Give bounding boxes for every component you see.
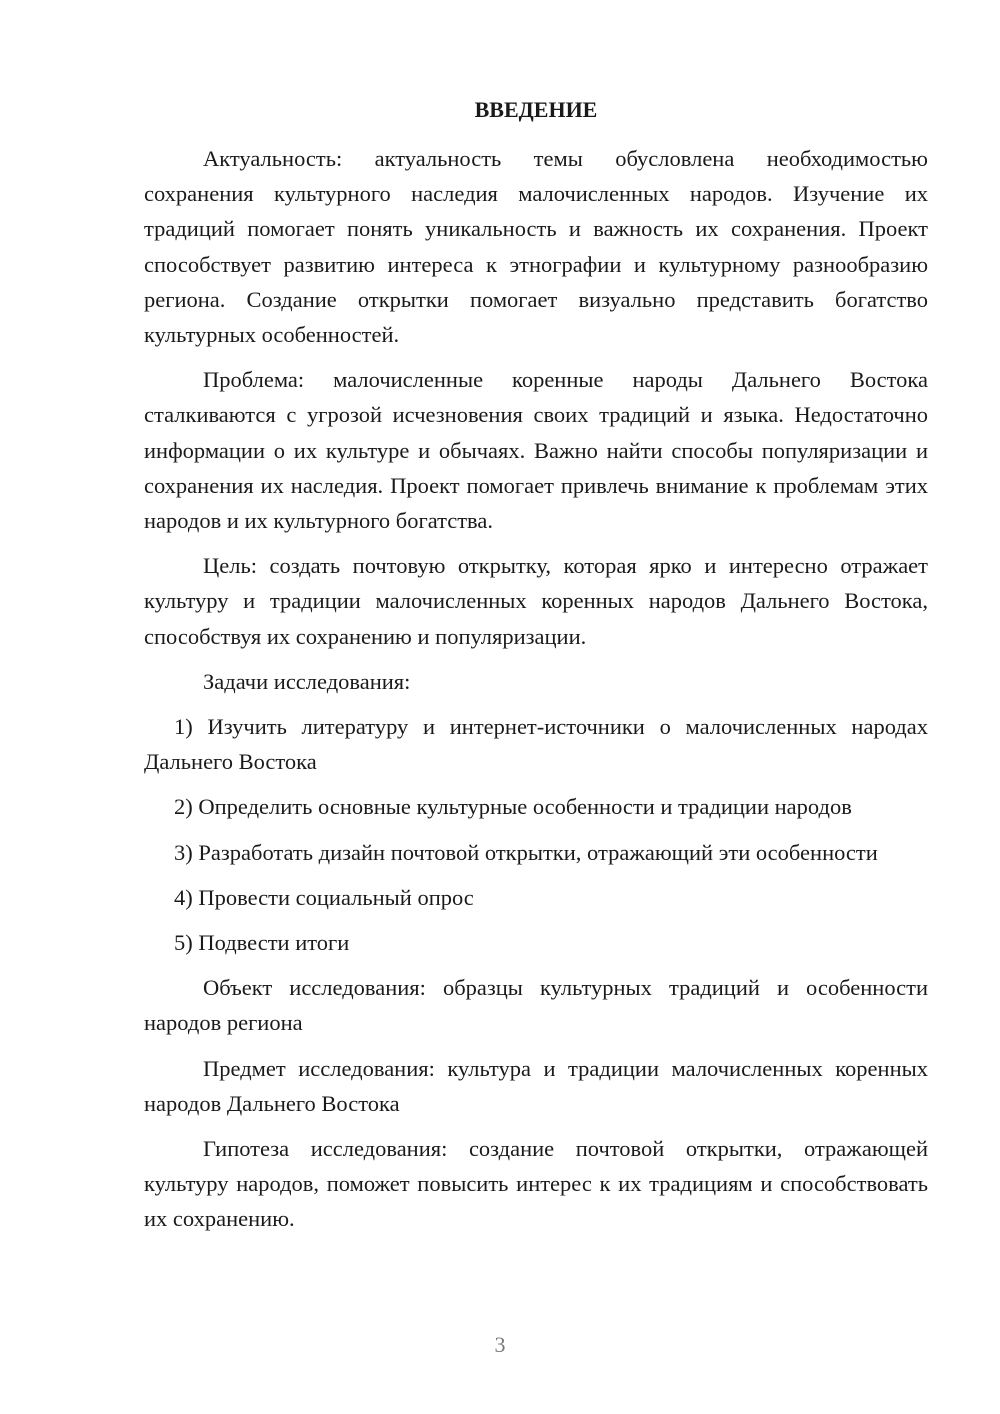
- goal-paragraph: Цель: создать почтовую открытку, которая ярко и интересно отражает культуру и традиции малочисленных коренных народов Дальнего Востока, способствуя их сохранению и популяризации.: [144, 553, 928, 649]
- tasks-heading: Задачи исследования:: [203, 668, 411, 694]
- task-item: 3) Разработать дизайн почтовой открытки, отражающий эти особенности: [174, 839, 878, 865]
- task-item: 5) Подвести итоги: [174, 930, 350, 956]
- object-paragraph: Объект исследования: образцы культурных традиций и особенности народов региона: [144, 975, 928, 1036]
- hypothesis-paragraph: Гипотеза исследования: создание почтовой открытки, отражающей культуру народов, поможет повысить интерес к их традициям и способствовать их сохранению.: [144, 1136, 928, 1232]
- task-item: 1) Изучить литературу и интернет-источники о малочисленных народах Дальнего Востока: [144, 714, 928, 775]
- problem-paragraph: Проблема: малочисленные коренные народы Дальнего Востока сталкиваются с угрозой исчезновения своих традиций и языка. Недостаточно информации о их культуре и обычаях. Важно найти способы популяризации и сохранения их наследия. Проект помогает привлечь внимание к проблемам этих народов и их культурного богатства.: [144, 367, 928, 534]
- section-title: ВВЕДЕНИЕ: [474, 97, 598, 122]
- page-number: 3: [494, 1332, 506, 1357]
- task-item: 4) Провести социальный опрос: [174, 884, 474, 910]
- document-page: [144, 92, 928, 1247]
- task-item: 2) Определить основные культурные особенности и традиции народов: [174, 794, 852, 820]
- relevance-paragraph: Актуальность: актуальность темы обусловлена необходимостью сохранения культурного наследия малочисленных народов. Изучение их традиций помогает понять уникальность и важность их сохранения. Проект способствует развитию интереса к этнографии и культурному разнообразию региона. Создание открытки помогает визуально представить богатство культурных особенностей.: [144, 146, 928, 348]
- subject-paragraph: Предмет исследования: культура и традиции малочисленных коренных народов Дальнего Востока: [144, 1055, 928, 1116]
